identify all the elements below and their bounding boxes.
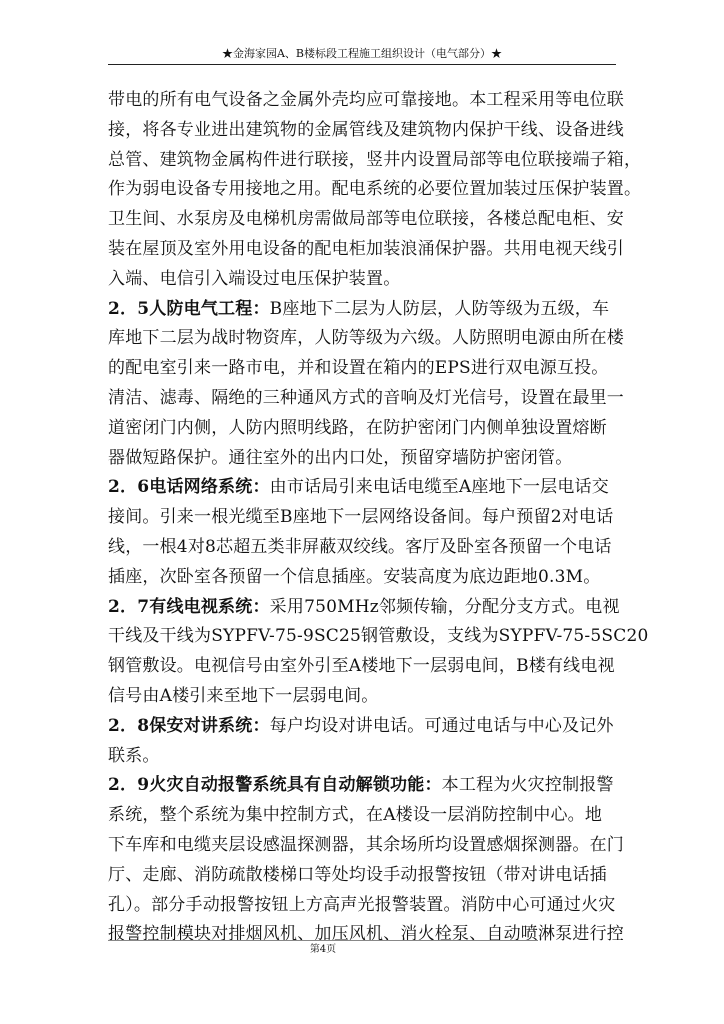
line-text: 系统，整个系统为集中控制方式，在A楼设一层消防控制中心。地 [108, 805, 603, 826]
line-text: B座地下二层为人防层，人防等级为五级，车 [269, 298, 610, 319]
text-line [108, 831, 628, 861]
text-line [108, 861, 628, 891]
line-text: 每户均设对讲电话。可通过电话与中心及记外 [269, 715, 614, 736]
text-line [108, 324, 628, 354]
text-line [108, 682, 628, 712]
text-line [108, 265, 628, 295]
text-line [108, 712, 628, 742]
section-heading: 2．5人防电气工程： [108, 298, 270, 319]
text-line [108, 175, 642, 205]
line-text: 报警控制模块对排烟风机、加压风机、消火栓泵、自动喷淋泵进行控 [108, 924, 624, 945]
line-text: 带电的所有电气设备之金属外壳均应可靠接地。本工程采用等电位联 [108, 90, 624, 110]
text-line [108, 205, 628, 235]
text-line [108, 533, 628, 563]
text-line [108, 384, 628, 414]
text-line [108, 473, 628, 503]
page-header [108, 44, 616, 65]
line-text: 装在屋顶及室外用电设备的配电柜加装浪涌保护器。共用电视天线引 [108, 238, 624, 259]
line-text: 联系。 [108, 745, 160, 766]
text-line [108, 116, 628, 146]
section-heading: 2．8保安对讲系统： [108, 715, 270, 736]
text-line [108, 503, 628, 533]
line-text: 道密闭门内侧，人防内照明线路，在防护密闭门内侧单独设置熔断 [108, 417, 607, 438]
line-text: 信号由A楼引来至地下一层弱电间。 [108, 685, 379, 706]
section-heading: 2．9火灾自动报警系统具有自动解锁功能： [108, 775, 442, 796]
line-text: 由市话局引来电话电缆至A座地下一层电话交 [269, 477, 609, 498]
header-title: ★金海家园A、B楼标段工程施工组织设计（电气部分）★ [221, 47, 503, 60]
text-line [108, 742, 628, 772]
line-text: 接，将各专业进出建筑物的金属管线及建筑物内保护干线、设备进线 [108, 119, 624, 140]
line-text: 线，一根4对8芯超五类非屏蔽双绞线。客厅及卧室各预留一个电话 [108, 536, 612, 557]
text-line [108, 622, 649, 652]
text-line [108, 891, 628, 921]
line-text: 本工程为火灾控制报警 [441, 775, 614, 796]
page-number: 第4页 [309, 944, 337, 955]
page-footer [108, 940, 538, 959]
line-text: 清洁、滤毒、隔绝的三种通风方式的音响及灯光信号，设置在最里一 [108, 387, 624, 408]
line-text: 作为弱电设备专用接地之用。配电系统的必要位置加装过压保护装置。 [108, 179, 642, 200]
line-text: 入端、电信引入端设过电压保护装置。 [108, 268, 401, 289]
text-line [108, 771, 628, 801]
line-text: 的配电室引来一路市电，并和设置在箱内的EPS进行双电源互投。 [108, 358, 609, 379]
line-text: 钢管敷设。电视信号由室外引至A楼地下一层弱电间，B楼有线电视 [108, 656, 615, 677]
line-text: 厅、走廊、消防疏散楼梯口等处均设手动报警按钮（带对讲电话插 [108, 864, 607, 885]
text-line [108, 235, 628, 265]
line-text: 下车库和电缆夹层设感温探测器，其余场所均设置感烟探测器。在门 [108, 834, 624, 855]
text-line [108, 86, 628, 116]
text-line [108, 414, 628, 444]
line-text: 器做短路保护。通往室外的出内口处，预留穿墙防护密闭管。 [108, 447, 573, 468]
section-heading: 2．6电话网络系统： [108, 477, 270, 498]
line-text: 总管、建筑物金属构件进行联接，竖井内设置局部等电位联接端子箱， [108, 149, 642, 170]
text-line [108, 593, 628, 623]
line-text: 孔）。部分手动报警按钮上方高声光报警装置。消防中心可通过火灾 [108, 894, 616, 915]
text-line [108, 444, 628, 474]
section-heading: 2．7有线电视系统： [108, 596, 270, 617]
text-line [108, 801, 628, 831]
text-line [108, 354, 628, 384]
line-text: 干线及干线为SYPFV-75-9SC25钢管敷设，支线为SYPFV-75-5SC20 [108, 626, 649, 647]
text-line [108, 563, 628, 593]
line-text: 卫生间、水泵房及电梯机房需做局部等电位联接，各楼总配电柜、安 [108, 209, 624, 230]
line-text: 接间。引来一根光缆至B座地下一层网络设备间。每户预留2对电话 [108, 507, 614, 528]
document-body [108, 86, 649, 950]
line-text: 采用750MHz邻频传输，分配分支方式。电视 [269, 596, 620, 617]
line-text: 插座，次卧室各预留一个信息插座。安装高度为底边距地0.3M。 [108, 566, 601, 587]
text-line [108, 146, 642, 176]
text-line [108, 295, 628, 325]
text-line [108, 652, 628, 682]
line-text: 库地下二层为战时物资库，人防等级为六级。人防照明电源由所在楼 [108, 328, 624, 349]
